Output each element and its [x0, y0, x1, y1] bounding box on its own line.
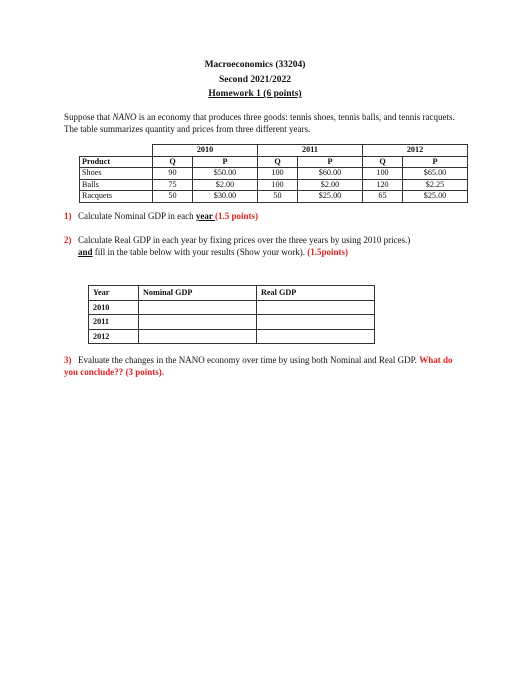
real-gdp-header: Real GDP [257, 286, 375, 301]
year-cell: 2010 [89, 300, 139, 315]
question-text: Evaluate the changes in the NANO economy over time by using both Nominal and Real GDP. [78, 355, 420, 365]
price-cell: $2.25 [403, 179, 468, 191]
year-cell: 2012 [89, 329, 139, 344]
question-text: Calculate Real GDP in each year by fixing prices over the three years by using 2010 prices.) [78, 235, 411, 245]
year-2011-header: 2011 [258, 145, 363, 157]
points-label: (1.5points) [307, 247, 348, 257]
year-cell: 2011 [89, 315, 139, 330]
homework-title: Homework 1 (6 points) [208, 89, 302, 99]
product-cell: Balls [80, 179, 153, 191]
price-cell: $25.00 [298, 191, 363, 203]
price-cell: $50.00 [193, 168, 258, 180]
nominal-gdp-header: Nominal GDP [139, 286, 257, 301]
quantity-cell: 100 [258, 179, 298, 191]
table-row [89, 300, 375, 315]
quantity-cell: 120 [363, 179, 403, 191]
question-text-2: fill in the table below with your results (Show your work). [92, 247, 308, 257]
real-gdp-cell[interactable] [257, 329, 375, 344]
year-2010-header: 2010 [153, 145, 258, 157]
question-number: 3) [64, 355, 72, 365]
q-header: Q [153, 156, 193, 168]
p-header: P [403, 156, 468, 168]
q-header: Q [258, 156, 298, 168]
price-cell: $60.00 [298, 168, 363, 180]
year-word: year [195, 211, 215, 221]
nominal-gdp-cell[interactable] [139, 300, 257, 315]
quantity-cell: 50 [153, 191, 193, 203]
quantity-cell: 90 [153, 168, 193, 180]
price-cell: $2.00 [193, 179, 258, 191]
quantity-cell: 100 [363, 168, 403, 180]
table-row [80, 191, 468, 203]
table-row [89, 329, 375, 344]
q-header: Q [363, 156, 403, 168]
real-gdp-cell[interactable] [257, 315, 375, 330]
gdp-header-row [89, 286, 375, 301]
intro-paragraph [64, 111, 464, 135]
column-header-row [80, 156, 468, 168]
table-row [89, 315, 375, 330]
nominal-gdp-cell[interactable] [139, 329, 257, 344]
nominal-gdp-cell[interactable] [139, 315, 257, 330]
real-gdp-cell[interactable] [257, 300, 375, 315]
price-cell: $2.00 [298, 179, 363, 191]
price-cell: $25.00 [403, 191, 468, 203]
table-row [80, 168, 468, 180]
empty-corner [80, 145, 153, 157]
question-1 [64, 210, 464, 222]
year-2012-header: 2012 [363, 145, 468, 157]
quantity-cell: 75 [153, 179, 193, 191]
year-header-row [80, 145, 468, 157]
question-number: 1) [64, 211, 72, 221]
price-cell: $30.00 [193, 191, 258, 203]
p-header: P [298, 156, 363, 168]
product-cell: Racquets [80, 191, 153, 203]
question-number: 2) [64, 235, 72, 245]
p-header: P [193, 156, 258, 168]
product-header: Product [80, 156, 153, 168]
points-label: (1.5 points) [214, 211, 258, 221]
table-row [80, 179, 468, 191]
quantity-cell: 65 [363, 191, 403, 203]
quantity-cell: 50 [258, 191, 298, 203]
question-2 [64, 234, 464, 258]
product-cell: Shoes [80, 168, 153, 180]
price-quantity-table [79, 144, 468, 203]
question-text: Calculate Nominal GDP in each [78, 211, 196, 221]
document-header [0, 58, 510, 102]
gdp-results-table [88, 285, 375, 344]
intro-text-2: is an economy that produces three goods: tennis shoes, tennis balls, and tennis racquets. The table summarizes quantity and prices from three different years. [64, 112, 455, 134]
price-cell: $65.00 [403, 168, 468, 180]
semester-line: Second 2021/2022 [218, 74, 292, 85]
intro-text-1: Suppose that [64, 112, 113, 122]
and-word: and [78, 247, 93, 257]
course-title: Macroeconomics (33204) [204, 60, 306, 70]
year-header: Year [89, 286, 139, 301]
quantity-cell: 100 [258, 168, 298, 180]
question-prompt: What do you conclude?? (3 points). [64, 355, 453, 377]
economy-name: NANO [112, 112, 137, 122]
question-3 [64, 354, 464, 378]
